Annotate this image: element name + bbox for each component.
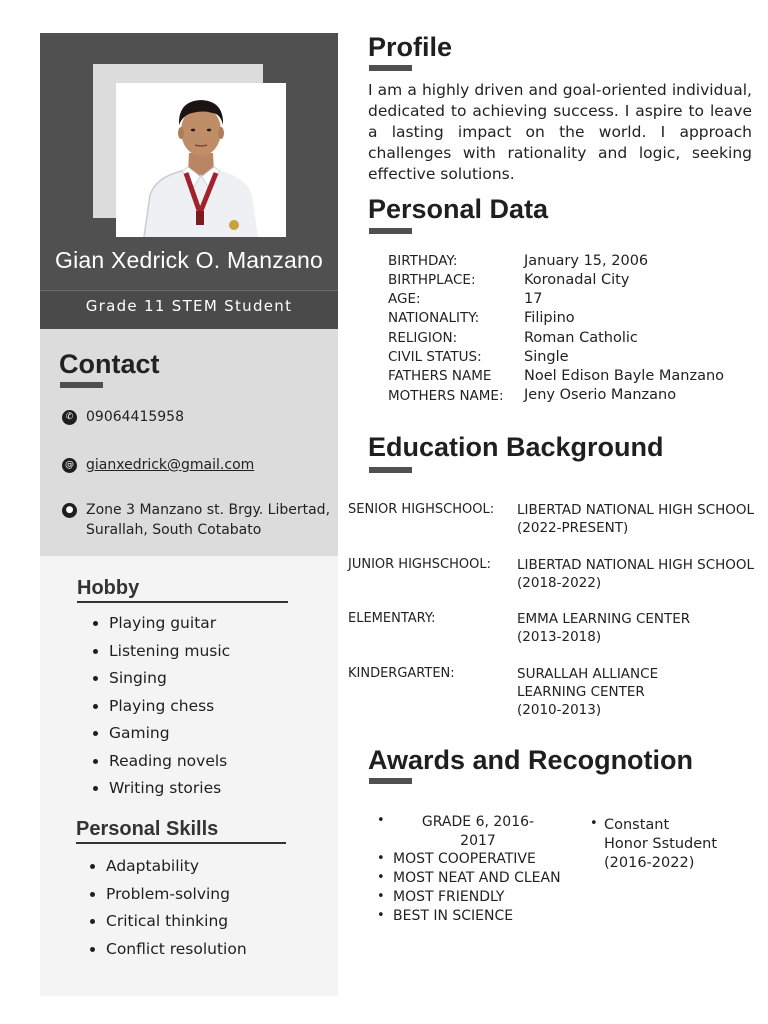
list-item: • Gaming [109, 720, 230, 748]
pd-value: Jeny Oserio Manzano [524, 387, 677, 403]
pd-value: Filipino [524, 310, 575, 326]
edu-entry [517, 610, 757, 646]
award-item: BEST IN SCIENCE [393, 908, 514, 924]
profile-heading-bar [369, 65, 412, 71]
list-item: • Listening music [109, 638, 230, 666]
profile-photo [116, 83, 286, 237]
edu-level: KINDERGARTEN: [348, 666, 455, 681]
hobby-heading-line [77, 601, 288, 603]
list-item: • Writing stories [109, 775, 230, 803]
pd-label: BIRTHPLACE: [388, 272, 476, 288]
skills-list [74, 853, 247, 963]
bullet-icon: • [377, 908, 385, 923]
awards-heading: Awards and Recognotion [368, 745, 694, 775]
honor-line-3: (2016-2022) [604, 855, 695, 871]
address-line-1: Zone 3 Manzano st. Brgy. Libertad, [86, 502, 331, 518]
pd-label: BIRTHDAY: [388, 253, 458, 269]
edu-entry [517, 501, 757, 537]
pd-value: Koronadal City [524, 272, 630, 288]
skills-heading: Personal Skills [76, 818, 219, 840]
list-item: • Conflict resolution [106, 936, 247, 964]
bullet-icon: • [377, 889, 385, 904]
award-item: MOST NEAT AND CLEAN [393, 870, 561, 886]
award-grade-line-1: GRADE 6, 2016- [421, 814, 535, 830]
contact-phone-row [62, 407, 184, 427]
list-item: • Adaptability [106, 853, 247, 881]
award-item: MOST COOPERATIVE [393, 851, 536, 867]
list-item: • Singing [109, 665, 230, 693]
pd-value: 17 [524, 291, 543, 307]
honor-line-1: Constant [604, 817, 670, 833]
personal-data-heading-bar [369, 228, 412, 234]
personal-data-heading: Personal Data [368, 194, 549, 224]
pd-value: Single [524, 349, 569, 365]
email-link[interactable]: gianxedrick@gmail.com [86, 457, 255, 473]
contact-address-row [62, 500, 330, 540]
award-grade-line-2: 2017 [460, 833, 496, 849]
pd-label: RELIGION: [388, 330, 458, 346]
list-item: • Problem-solving [106, 881, 247, 909]
person-portrait-image [116, 83, 286, 237]
bullet-icon: • [377, 813, 385, 828]
edu-level: SENIOR HIGHSCHOOL: [348, 502, 495, 517]
edu-years: (2010-2013) [517, 702, 602, 718]
list-item: • Critical thinking [106, 908, 247, 936]
bullet-icon: • [590, 816, 598, 831]
contact-email-row[interactable] [62, 455, 254, 475]
edu-school: EMMA LEARNING CENTER [517, 611, 691, 627]
list-item: • Reading novels [109, 748, 230, 776]
phone-number: 09064415958 [86, 409, 184, 425]
phone-icon: ✆ [62, 410, 77, 425]
profile-heading: Profile [368, 32, 453, 62]
pd-value: Noel Edison Bayle Manzano [524, 368, 725, 384]
award-item: MOST FRIENDLY [393, 889, 505, 905]
pd-value: January 15, 2006 [524, 253, 649, 269]
edu-school: LIBERTAD NATIONAL HIGH SCHOOL [517, 502, 755, 518]
honor-line-2: Honor Sstudent [604, 836, 718, 852]
contact-heading-bar [60, 382, 103, 388]
person-subtitle: Grade 11 STEM Student [85, 297, 293, 315]
award-grade [393, 813, 563, 851]
pd-label: NATIONALITY: [388, 310, 480, 326]
skills-heading-line [76, 842, 286, 844]
at-icon: @ [62, 458, 77, 473]
bullet-icon: • [377, 870, 385, 885]
hobby-heading: Hobby [77, 577, 140, 599]
pd-label: MOTHERS NAME: [388, 388, 504, 404]
edu-school: LIBERTAD NATIONAL HIGH SCHOOL [517, 557, 755, 573]
bullet-icon: • [377, 851, 385, 866]
list-item: • Playing chess [109, 693, 230, 721]
edu-level: ELEMENTARY: [348, 611, 436, 626]
pd-label: CIVIL STATUS: [388, 349, 482, 365]
edu-years: (2013-2018) [517, 629, 602, 645]
edu-years: (2022-PRESENT) [517, 520, 629, 536]
education-heading-bar [369, 467, 412, 473]
pd-label: AGE: [388, 291, 421, 307]
education-heading: Education Background [368, 432, 664, 462]
edu-level: JUNIOR HIGHSCHOOL: [348, 557, 491, 572]
awards-heading-bar [369, 778, 412, 784]
edu-years: (2018-2022) [517, 575, 602, 591]
contact-heading: Contact [59, 349, 160, 379]
hobby-list [77, 610, 230, 803]
person-name: Gian Xedrick O. Manzano [55, 247, 323, 273]
pd-value: Roman Catholic [524, 330, 638, 346]
pd-label: FATHERS NAME [388, 368, 492, 384]
edu-school: SURALLAH ALLIANCE LEARNING CENTER [517, 666, 659, 700]
profile-text: I am a highly driven and goal-oriented individual, dedicated to achieving success. I aspire to leave a lasting impact on the world. I approach challenges with rationality and logic, seeking effective solutions. [368, 81, 752, 183]
location-pin-icon: ● [62, 503, 77, 518]
edu-entry [517, 556, 757, 592]
list-item: • Playing guitar [109, 610, 230, 638]
address-line-2: Surallah, South Cotabato [86, 522, 262, 538]
edu-entry [517, 665, 727, 719]
honor-award [604, 816, 717, 873]
